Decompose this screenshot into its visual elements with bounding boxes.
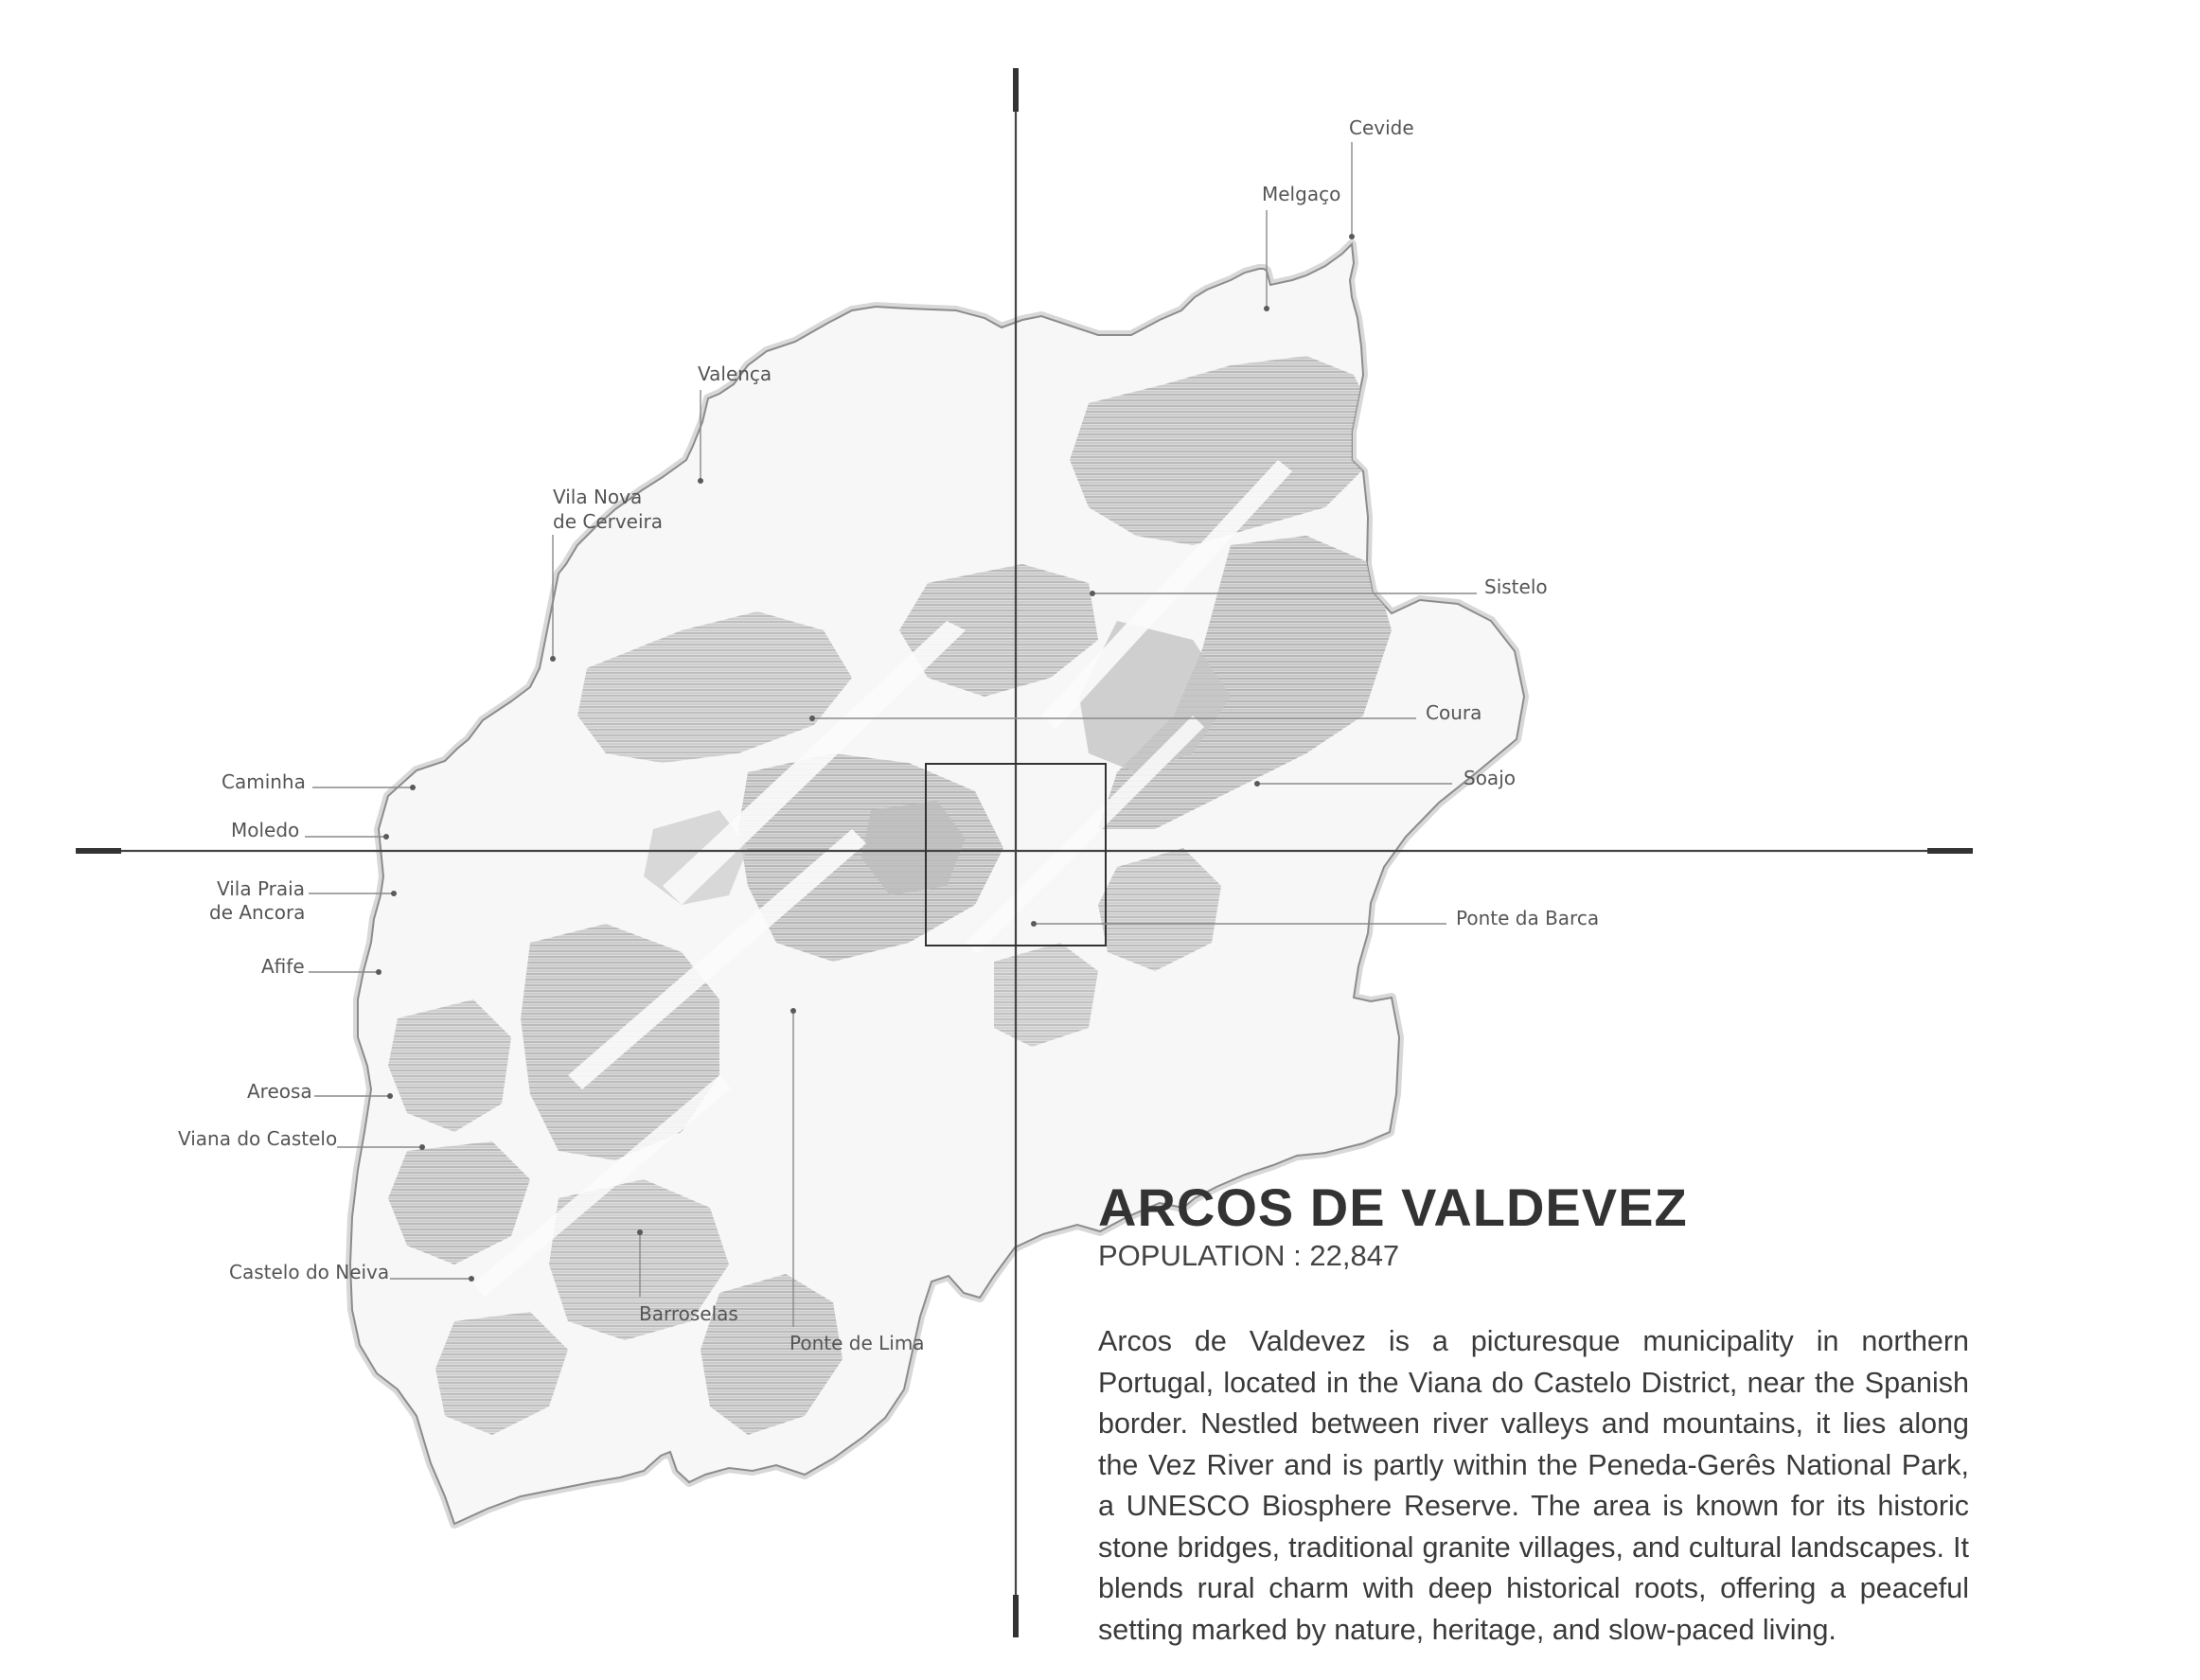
place-label-sistelo: Sistelo bbox=[1484, 575, 1548, 598]
population-label: POPULATION : 22,847 bbox=[1098, 1239, 1400, 1272]
place-label-barroselas: Barroselas bbox=[639, 1302, 738, 1325]
place-label-coura: Coura bbox=[1426, 701, 1482, 724]
place-label-vila-praia-ancora-line1: Vila Praia bbox=[217, 877, 305, 900]
place-label-vila-nova-cerveira-line1: Vila Nova bbox=[553, 486, 643, 508]
description-text: Arcos de Valdevez is a picturesque municipality in northern Portugal, located in the Viana do Castelo District, near the Spanish border. Nestled between river valleys and mountains, it lies along the Vez River and is partly within the Peneda-Gerês National Park, a UNESCO Biosphere Reserve. The area is known for its historic stone bridges, traditional granite villages, and cultural landscapes. It blends rural charm with deep historical roots, offering a peaceful setting marked by nature, heritage, and slow-paced living. bbox=[1098, 1325, 1969, 1646]
place-label-afife: Afife bbox=[261, 955, 305, 978]
place-label-cevide: Cevide bbox=[1349, 116, 1414, 139]
page-title: ARCOS DE VALDEVEZ bbox=[1098, 1177, 1688, 1237]
place-label-castelo-do-neiva: Castelo do Neiva bbox=[229, 1261, 390, 1283]
place-label-melgaco: Melgaço bbox=[1262, 183, 1341, 205]
place-label-moledo: Moledo bbox=[231, 819, 300, 841]
place-label-valenca: Valença bbox=[698, 363, 772, 385]
place-label-ponte-da-barca: Ponte da Barca bbox=[1456, 907, 1600, 929]
place-label-caminha: Caminha bbox=[222, 770, 306, 793]
place-label-soajo: Soajo bbox=[1464, 767, 1516, 789]
place-label-vila-nova-cerveira-line2: de Cerveira bbox=[553, 510, 664, 533]
place-label-ponte-de-lima: Ponte de Lima bbox=[790, 1332, 925, 1354]
place-label-vila-praia-ancora-line2: de Ancora bbox=[209, 901, 306, 924]
info-panel bbox=[1098, 1177, 1969, 1680]
place-label-viana-do-castelo: Viana do Castelo bbox=[178, 1127, 338, 1150]
place-label-areosa: Areosa bbox=[247, 1080, 312, 1103]
